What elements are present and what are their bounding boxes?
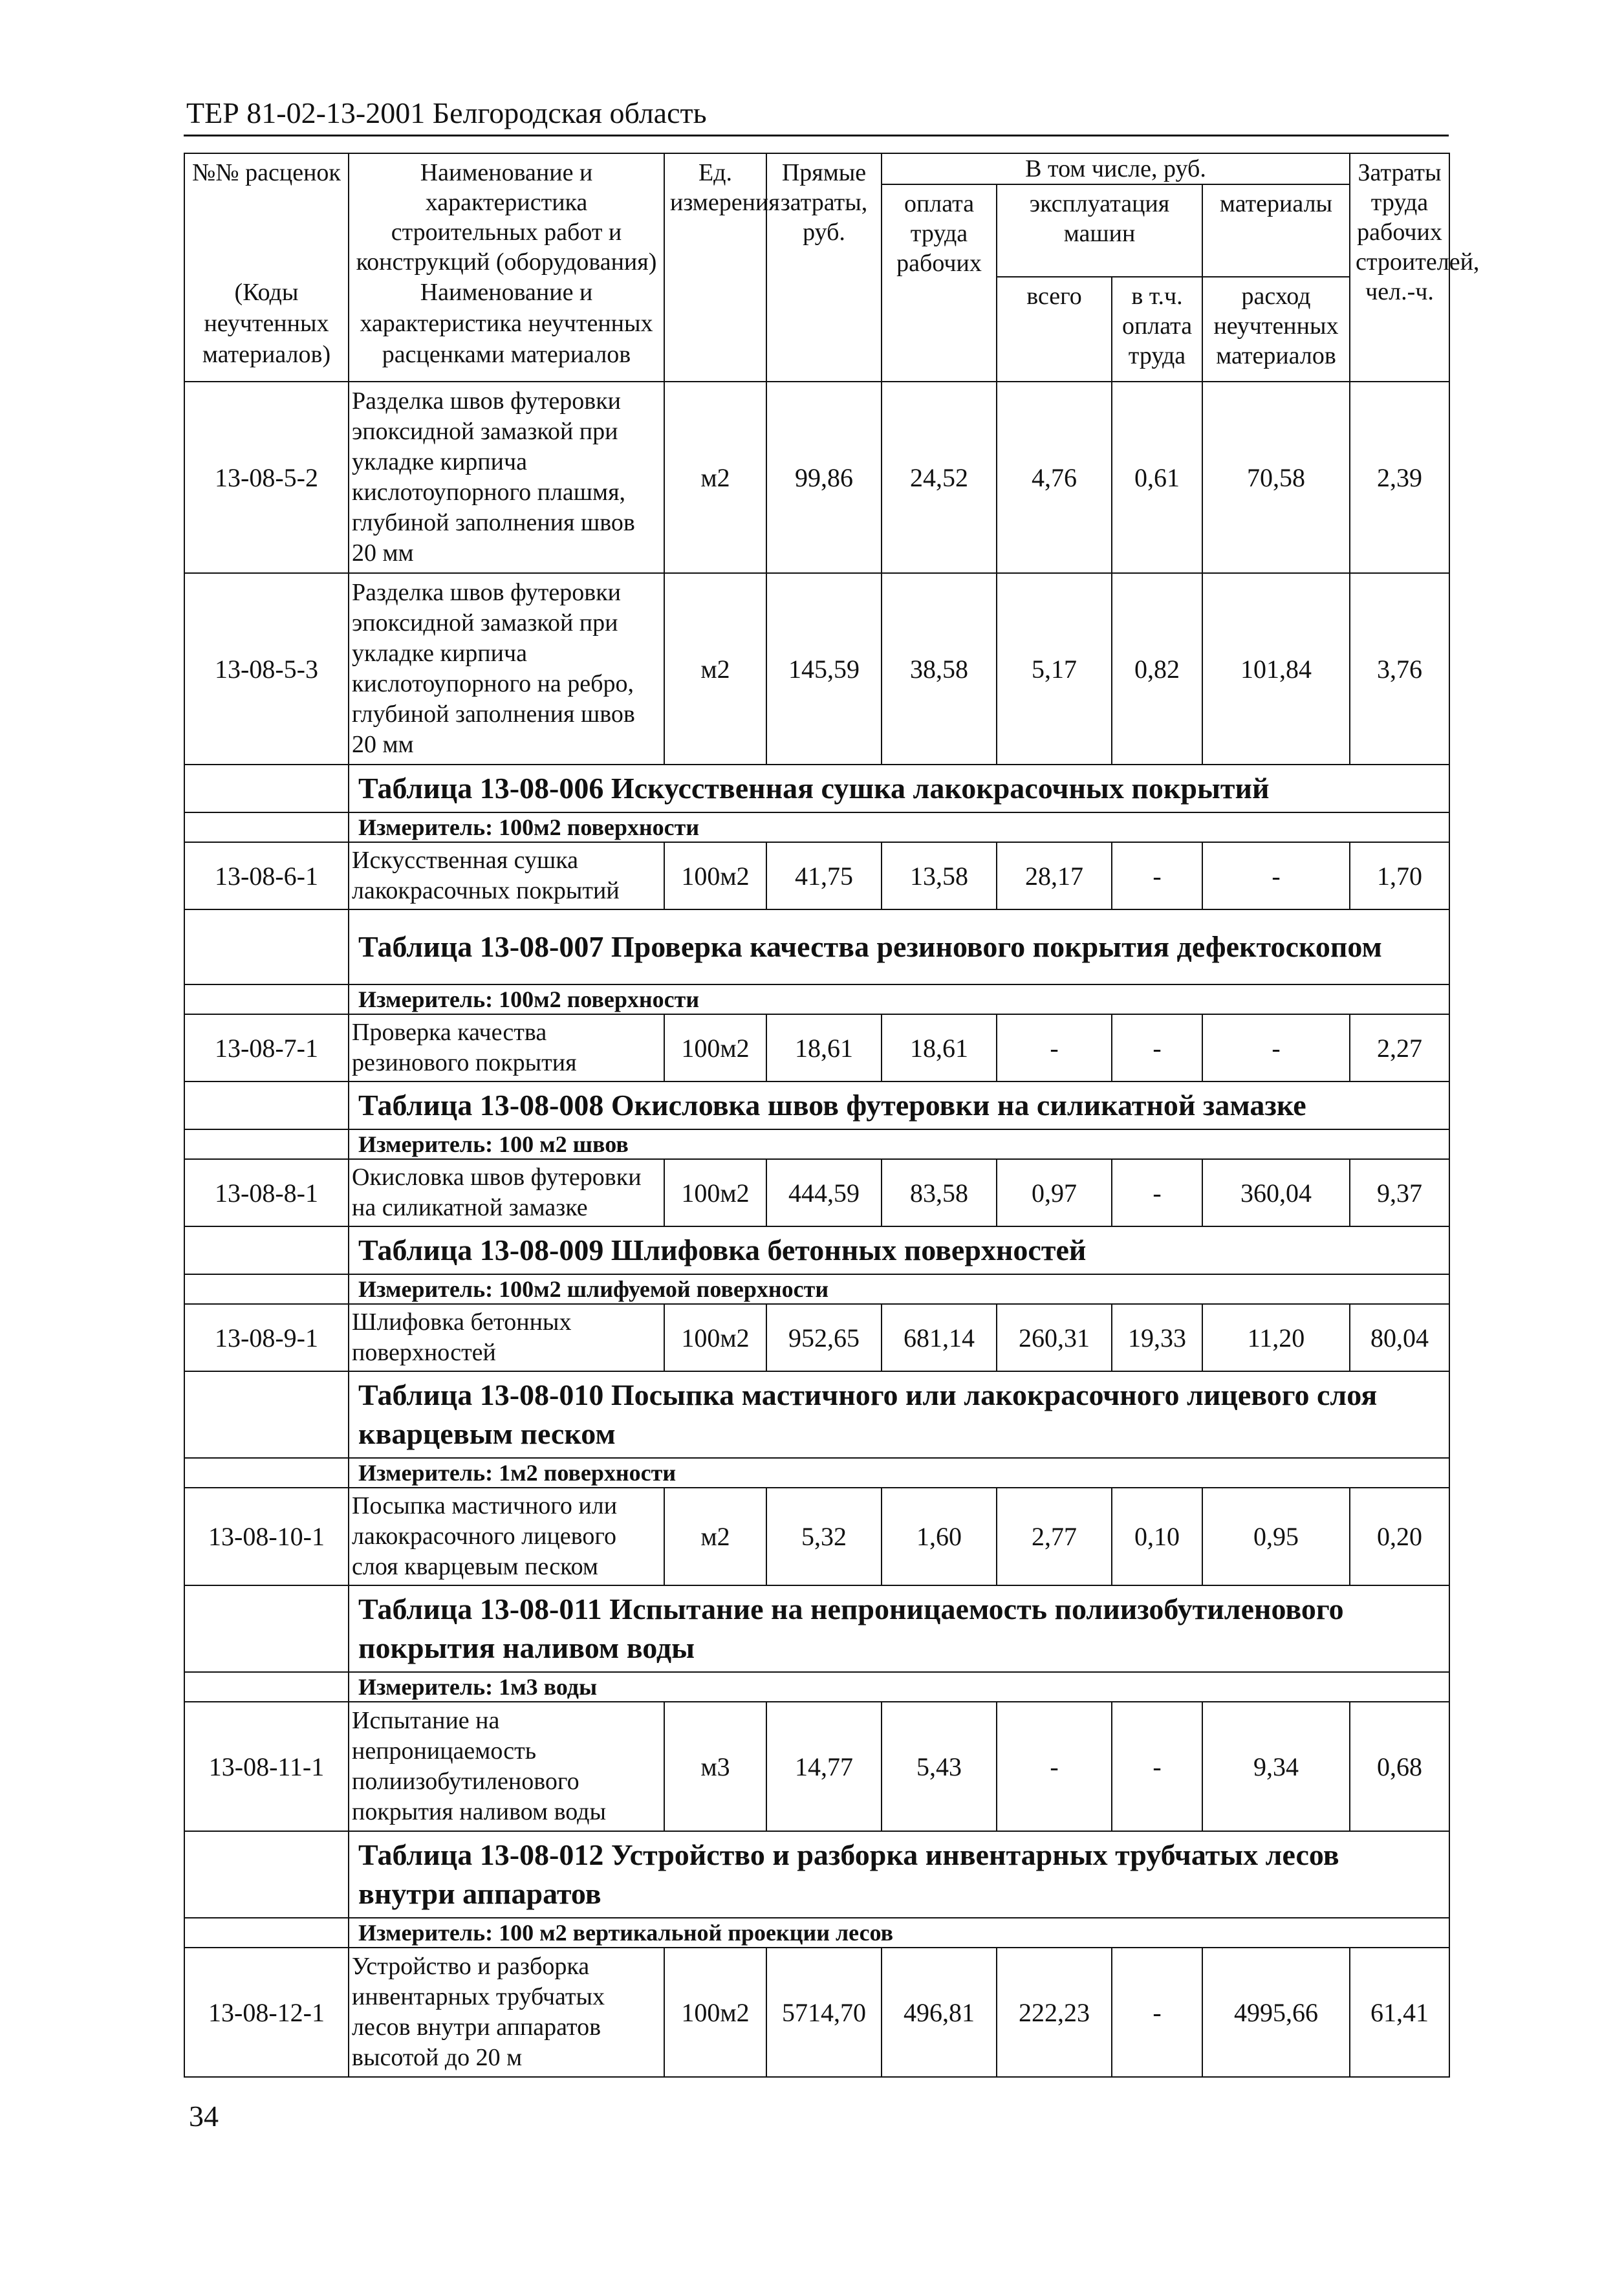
rate-machines-labor: - [1112, 1948, 1202, 2077]
rate-code: 13-08-8-1 [184, 1159, 349, 1226]
rate-labor-pay: 496,81 [882, 1948, 997, 2077]
rate-materials: 70,58 [1202, 382, 1350, 573]
col-header-labor-pay: оплата труда рабочих [882, 184, 997, 382]
rate-machines-total: - [997, 1702, 1112, 1831]
section-title: Таблица 13-08-012 Устройство и разборка инвентарных трубчатых лесов внутри аппаратов [349, 1831, 1449, 1918]
rate-unit: 100м2 [664, 1014, 766, 1081]
rate-labor-pay: 5,43 [882, 1702, 997, 1831]
table-row [184, 1702, 1449, 1831]
rate-direct: 18,61 [766, 1014, 882, 1081]
col-header-code: №№ расценок [184, 153, 349, 277]
rate-direct: 99,86 [766, 382, 882, 573]
rate-labor-pay: 18,61 [882, 1014, 997, 1081]
col-header-code-sub: (Коды неучтенных материалов) [184, 277, 349, 382]
rate-machines-labor: - [1112, 842, 1202, 909]
rate-direct: 41,75 [766, 842, 882, 909]
rate-name: Разделка швов футеровки эпоксидной замазкой при укладке кирпича кислотоупорного на ребро, глубиной заполнения швов 20 мм [349, 573, 664, 765]
section-title: Таблица 13-08-011 Испытание на непроницаемость полиизобутиленового покрытия наливом воды [349, 1585, 1449, 1672]
rate-labor-cost: 9,37 [1350, 1159, 1449, 1226]
rate-unit: м2 [664, 382, 766, 573]
rate-labor-cost: 1,70 [1350, 842, 1449, 909]
rate-machines-total: - [997, 1014, 1112, 1081]
rate-code: 13-08-7-1 [184, 1014, 349, 1081]
rate-labor-cost: 61,41 [1350, 1948, 1449, 2077]
rate-labor-pay: 24,52 [882, 382, 997, 573]
rate-direct: 14,77 [766, 1702, 882, 1831]
rate-labor-pay: 13,58 [882, 842, 997, 909]
rate-name: Проверка качества резинового покрытия [349, 1014, 664, 1081]
table-row [184, 1488, 1449, 1585]
table-row [184, 1014, 1449, 1081]
rate-labor-cost: 0,68 [1350, 1702, 1449, 1831]
rate-code: 13-08-5-2 [184, 382, 349, 573]
rate-machines-total: 260,31 [997, 1304, 1112, 1371]
rate-labor-cost: 3,76 [1350, 573, 1449, 765]
section-title: Таблица 13-08-007 Проверка качества резинового покрытия дефектоскопом [349, 909, 1449, 984]
rate-materials: 11,20 [1202, 1304, 1350, 1371]
rate-direct: 952,65 [766, 1304, 882, 1371]
rate-code: 13-08-12-1 [184, 1948, 349, 2077]
col-header-machines: эксплуатация машин [997, 184, 1202, 277]
rate-name: Устройство и разборка инвентарных трубчатых лесов внутри аппаратов высотой до 20 м [349, 1948, 664, 2077]
rate-machines-labor: 0,82 [1112, 573, 1202, 765]
rate-unit: 100м2 [664, 1159, 766, 1226]
rate-unit: 100м2 [664, 842, 766, 909]
rate-labor-pay: 1,60 [882, 1488, 997, 1585]
rate-machines-labor: 0,10 [1112, 1488, 1202, 1585]
section-measure: Измеритель: 1м2 поверхности [349, 1458, 1449, 1488]
rate-machines-total: 28,17 [997, 842, 1112, 909]
section-measure: Измеритель: 100 м2 швов [349, 1129, 1449, 1159]
rate-labor-pay: 681,14 [882, 1304, 997, 1371]
rate-name: Посыпка мастичного или лакокрасочного лицевого слоя кварцевым песком [349, 1488, 664, 1585]
section-measure: Измеритель: 100м2 поверхности [349, 812, 1449, 842]
rate-machines-total: 2,77 [997, 1488, 1112, 1585]
table-row [184, 382, 1449, 573]
rate-labor-pay: 38,58 [882, 573, 997, 765]
table-row [184, 1948, 1449, 2077]
rate-machines-total: 0,97 [997, 1159, 1112, 1226]
section-title: Таблица 13-08-006 Искусственная сушка лакокрасочных покрытий [349, 765, 1449, 812]
page-number: 34 [189, 2100, 219, 2133]
rate-machines-total: 5,17 [997, 573, 1112, 765]
table-row [184, 1159, 1449, 1226]
rate-materials: 9,34 [1202, 1702, 1350, 1831]
col-header-machines-total: всего [997, 277, 1112, 382]
table-row [184, 842, 1449, 909]
table-row [184, 1304, 1449, 1371]
rate-name: Искусственная сушка лакокрасочных покрытий [349, 842, 664, 909]
rate-machines-labor: - [1112, 1702, 1202, 1831]
page-header: ТЕР 81-02-13-2001 Белгородская область [186, 96, 707, 129]
rate-direct: 5,32 [766, 1488, 882, 1585]
rate-direct: 444,59 [766, 1159, 882, 1226]
rate-materials: - [1202, 1014, 1350, 1081]
rate-labor-pay: 83,58 [882, 1159, 997, 1226]
col-header-machines-labor: в т.ч. оплата труда [1112, 277, 1202, 382]
rate-code: 13-08-6-1 [184, 842, 349, 909]
col-header-name-sub: Наименование и характеристика неучтенных расценками материалов [349, 277, 664, 382]
col-header-materials: материалы [1202, 184, 1350, 277]
section-title: Таблица 13-08-010 Посыпка мастичного или лакокрасочного лицевого слоя кварцевым песком [349, 1371, 1449, 1458]
section-measure: Измеритель: 100м2 поверхности [349, 984, 1449, 1014]
rate-name: Разделка швов футеровки эпоксидной замазкой при укладке кирпича кислотоупорного плашмя, глубиной заполнения швов 20 мм [349, 382, 664, 573]
rate-machines-total: 4,76 [997, 382, 1112, 573]
col-header-unit: Ед. измерения [664, 153, 766, 382]
rate-materials: 0,95 [1202, 1488, 1350, 1585]
rate-labor-cost: 2,27 [1350, 1014, 1449, 1081]
rate-machines-labor: - [1112, 1159, 1202, 1226]
rate-unit: м3 [664, 1702, 766, 1831]
rate-unit: м2 [664, 573, 766, 765]
rate-labor-cost: 80,04 [1350, 1304, 1449, 1371]
rate-code: 13-08-5-3 [184, 573, 349, 765]
col-header-name: Наименование и характеристика строительных работ и конструкций (оборудования) [349, 153, 664, 277]
section-measure: Измеритель: 1м3 воды [349, 1672, 1449, 1702]
rate-code: 13-08-9-1 [184, 1304, 349, 1371]
col-header-labor-cost: Затраты труда рабочих строителей, чел.-ч. [1350, 153, 1449, 382]
rate-materials: 101,84 [1202, 573, 1350, 765]
rate-unit: 100м2 [664, 1948, 766, 2077]
section-measure: Измеритель: 100м2 шлифуемой поверхности [349, 1274, 1449, 1304]
rate-machines-labor: 0,61 [1112, 382, 1202, 573]
rate-code: 13-08-11-1 [184, 1702, 349, 1831]
rate-name: Окисловка швов футеровки на силикатной замазке [349, 1159, 664, 1226]
section-measure: Измеритель: 100 м2 вертикальной проекции лесов [349, 1918, 1449, 1948]
rate-direct: 5714,70 [766, 1948, 882, 2077]
rates-table [184, 153, 1480, 2078]
rate-code: 13-08-10-1 [184, 1488, 349, 1585]
section-title: Таблица 13-08-008 Окисловка швов футеровки на силикатной замазке [349, 1081, 1449, 1129]
rate-machines-labor: 19,33 [1112, 1304, 1202, 1371]
table-row [184, 573, 1449, 765]
rate-machines-labor: - [1112, 1014, 1202, 1081]
rate-unit: м2 [664, 1488, 766, 1585]
col-header-materials-sub: расход неучтенных материалов [1202, 277, 1350, 382]
col-header-incl: В том числе, руб. [882, 153, 1350, 184]
header-rule [184, 135, 1449, 136]
rate-name: Испытание на непроницаемость полиизобутиленового покрытия наливом воды [349, 1702, 664, 1831]
rate-unit: 100м2 [664, 1304, 766, 1371]
rate-materials: - [1202, 842, 1350, 909]
col-header-direct: Прямые затраты, руб. [766, 153, 882, 382]
rate-name: Шлифовка бетонных поверхностей [349, 1304, 664, 1371]
rate-materials: 360,04 [1202, 1159, 1350, 1226]
section-title: Таблица 13-08-009 Шлифовка бетонных поверхностей [349, 1226, 1449, 1274]
rate-materials: 4995,66 [1202, 1948, 1350, 2077]
rate-direct: 145,59 [766, 573, 882, 765]
rate-machines-total: 222,23 [997, 1948, 1112, 2077]
rate-labor-cost: 0,20 [1350, 1488, 1449, 1585]
rate-labor-cost: 2,39 [1350, 382, 1449, 573]
